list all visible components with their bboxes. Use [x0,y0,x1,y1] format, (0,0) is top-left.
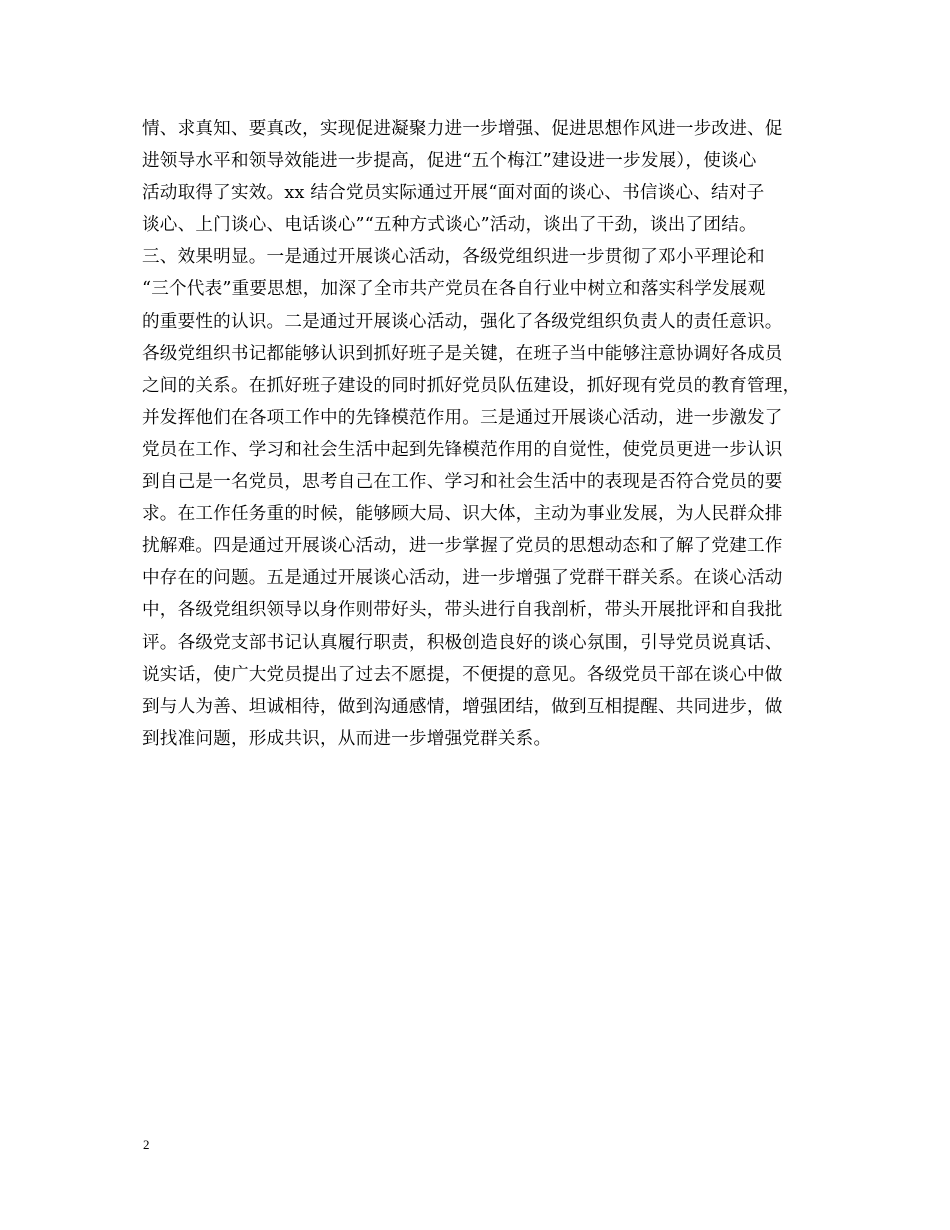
text-line: 到找准问题，形成共识，从而进一步增强党群关系。 [142,728,552,749]
text-line: 的重要性的认识。二是通过开展谈心活动，强化了各级党组织负责人的责任意识。 [142,311,783,332]
text-line: 之间的关系。在抓好班子建设的同时抓好党员队伍建设，抓好现有党员的教育管理， [142,375,801,396]
body-text [142,113,822,755]
text-line: 扰解难。四是通过开展谈心活动，进一步掌握了党员的思想动态和了解了党建工作 [142,536,783,557]
text-line: 到自己是一名党员，思考自己在工作、学习和社会生活中的表现是否符合党员的要 [142,472,783,493]
text-line: “三个代表”重要思想，加深了全市共产党员在各自行业中树立和落实科学发展观 [142,279,766,300]
text-line: 并发挥他们在各项工作中的先锋模范作用。三是通过开展谈心活动，进一步激发了 [142,407,783,428]
text-line: 评。各级党支部书记认真履行职责，积极创造良好的谈心氛围，引导党员说真话、 [142,632,783,653]
text-line: 各级党组织书记都能够认识到抓好班子是关键，在班子当中能够注意协调好各成员 [142,343,783,364]
text-line: 谈心、上门谈心、电话谈心”“五种方式谈心”活动，谈出了干劲，谈出了团结。 [142,215,757,236]
text-line: 活动取得了实效。xx 结合党员实际通过开展“面对面的谈心、书信谈心、结对子 [142,183,765,204]
text-line: 进领导水平和领导效能进一步提高，促进“五个梅江”建设进一步发展），使谈心 [142,151,757,172]
text-line: 到与人为善、坦诚相待，做到沟通感情，增强团结，做到互相提醒、共同进步，做 [142,696,783,717]
text-line: 党员在工作、学习和社会生活中起到先锋模范作用的自觉性，使党员更进一步认识 [142,439,783,460]
text-line: 求。在工作任务重的时候，能够顾大局、识大体，主动为事业发展，为人民群众排 [142,504,783,525]
text-line: 三、效果明显。一是通过开展谈心活动，各级党组织进一步贯彻了邓小平理论和 [142,247,765,268]
page-number: 2 [143,1137,150,1152]
text-line: 中存在的问题。五是通过开展谈心活动，进一步增强了党群干群关系。在谈心活动 [142,568,783,589]
text-line: 说实话，使广大党员提出了过去不愿提，不便提的意见。各级党员干部在谈心中做 [142,664,783,685]
text-line: 中，各级党组织领导以身作则带好头，带头进行自我剖析，带头开展批评和自我批 [142,600,783,621]
text-line: 情、求真知、要真改，实现促进凝聚力进一步增强、促进思想作风进一步改进、促 [142,119,783,139]
